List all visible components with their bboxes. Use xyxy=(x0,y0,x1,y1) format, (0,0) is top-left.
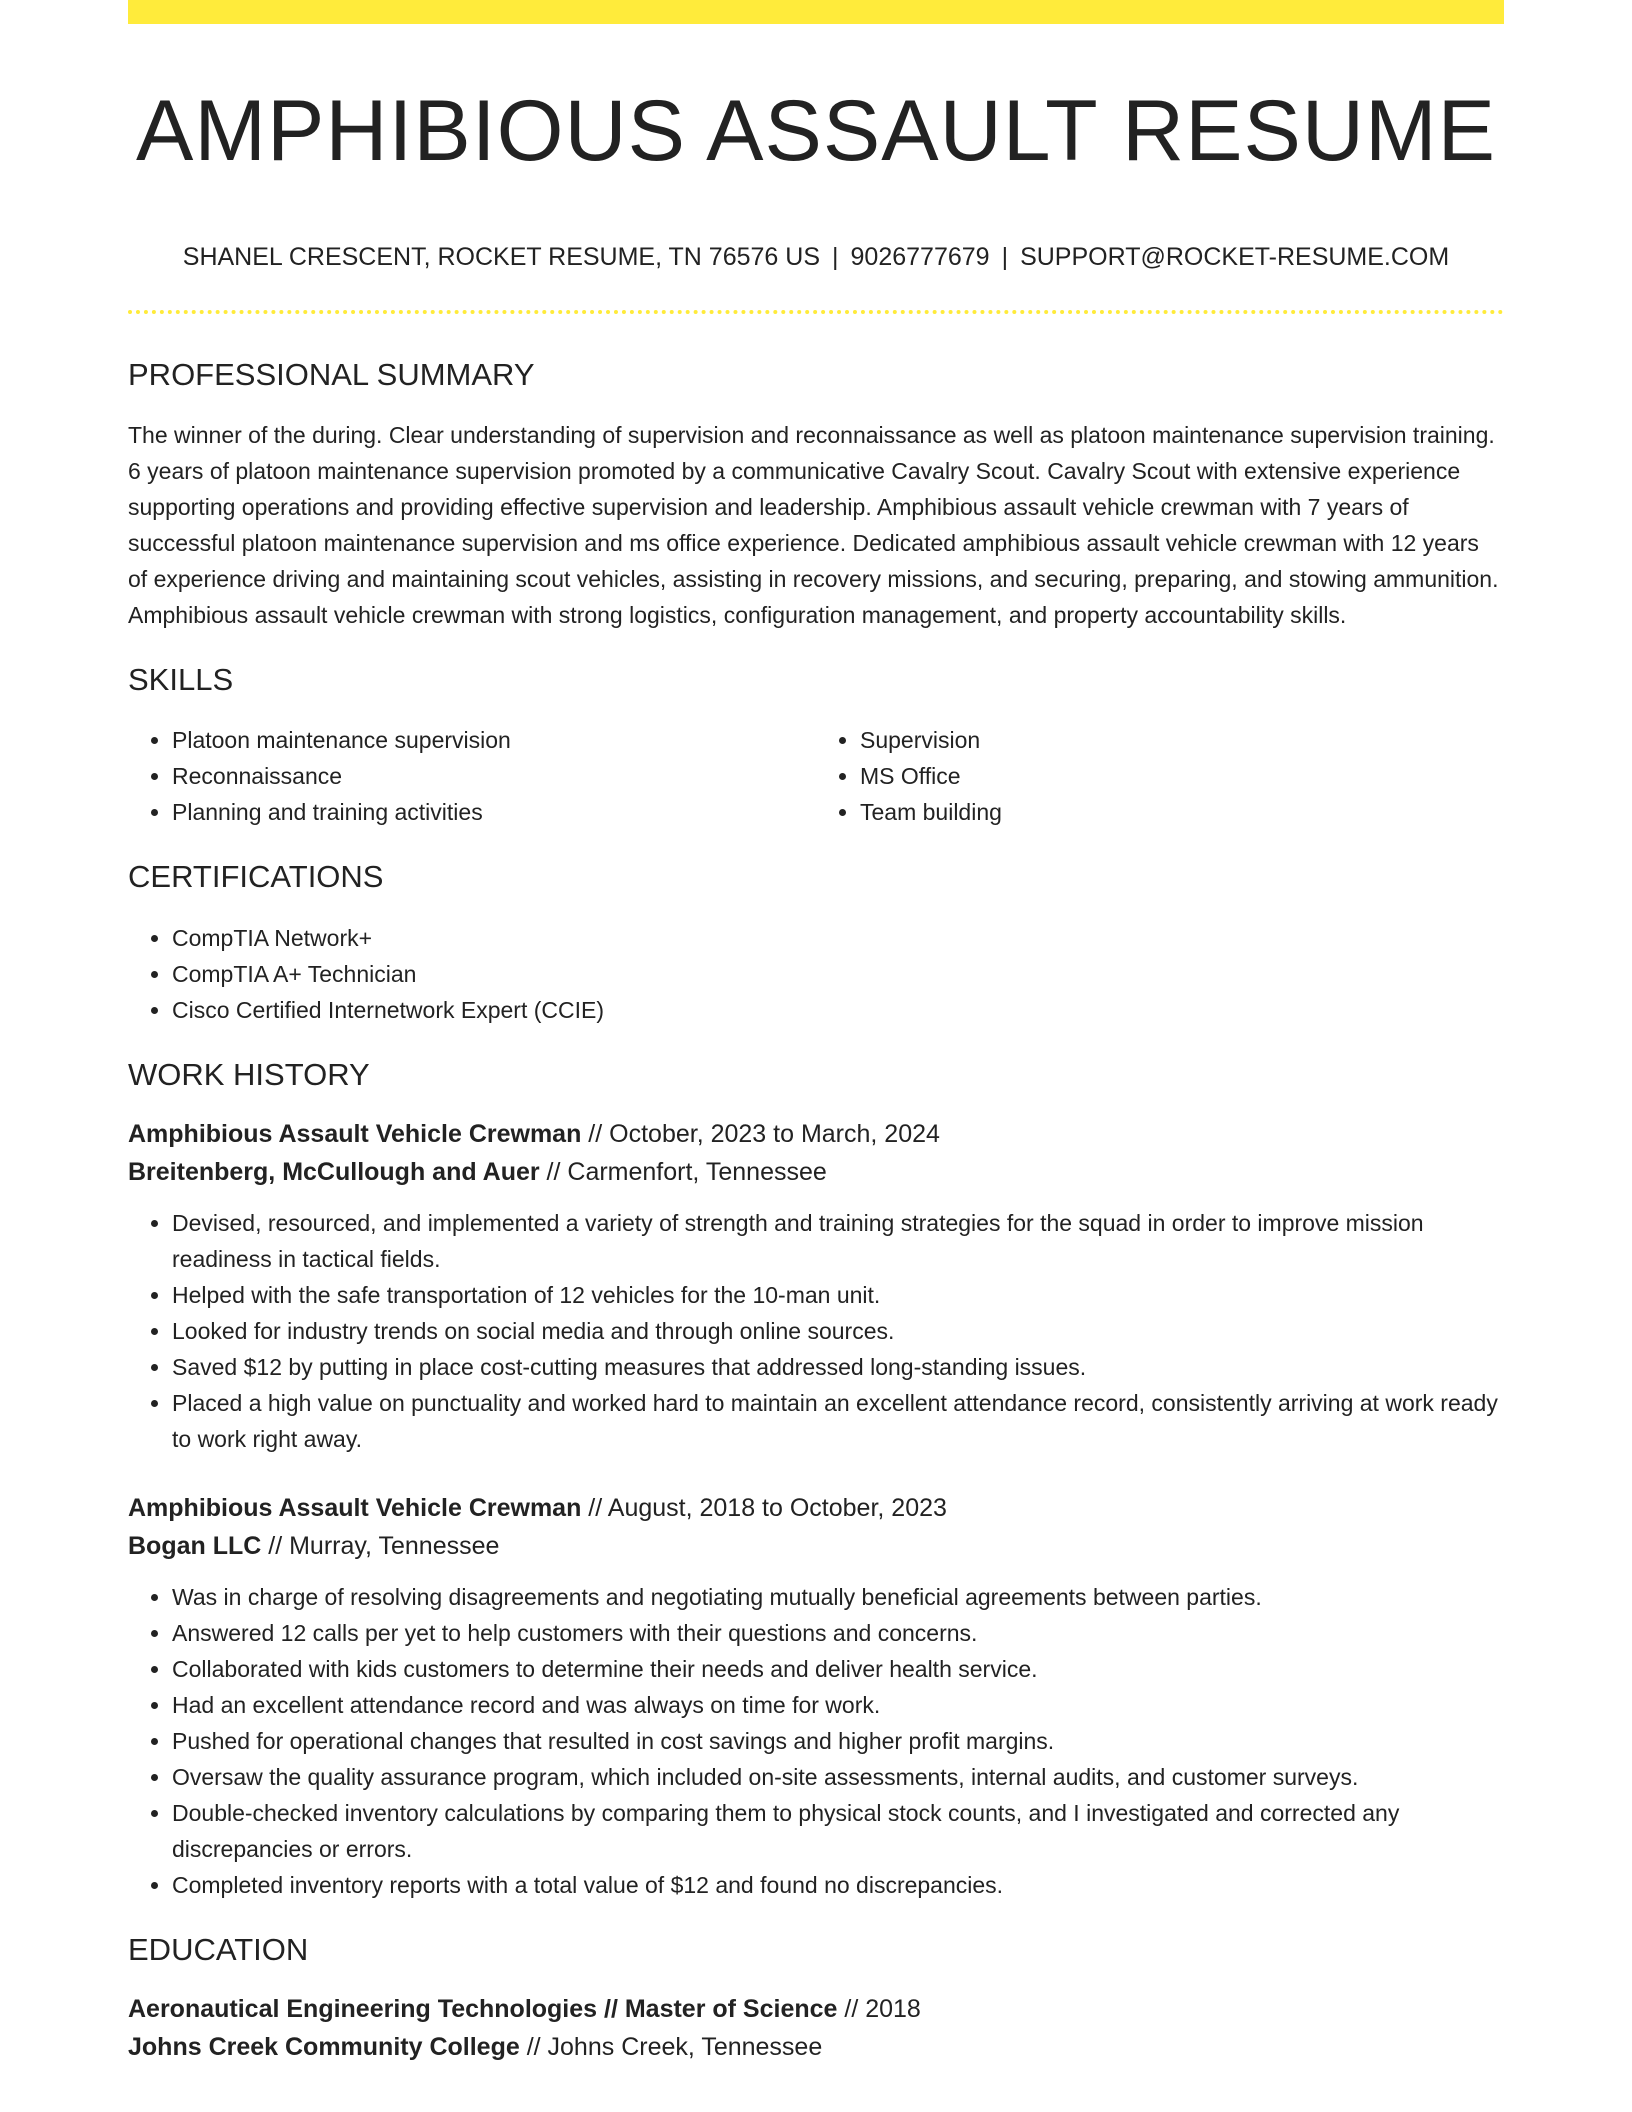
education-section xyxy=(128,1931,1504,2066)
certification-item: • Cisco Certified Internetwork Expert (CCIE) xyxy=(172,992,1504,1028)
job-dates: // August, 2018 to October, 2023 xyxy=(581,1493,947,1522)
contact-line xyxy=(128,242,1504,272)
skill-item: • MS Office xyxy=(860,758,1504,794)
skill-item: • Supervision xyxy=(860,722,1504,758)
summary-section xyxy=(128,356,1504,633)
contact-address: SHANEL CRESCENT, ROCKET RESUME, TN 76576 US xyxy=(182,243,821,271)
education-year: // 2018 xyxy=(837,1994,921,2023)
work-history-section xyxy=(128,1056,1504,1903)
certification-item: • CompTIA Network+ xyxy=(172,920,1504,956)
job-bullet: • Saved $12 by putting in place cost-cutting measures that addressed long-standing issues. xyxy=(172,1349,1504,1385)
certification-item: • CompTIA A+ Technician xyxy=(172,956,1504,992)
job-bullet: • Completed inventory reports with a total value of $12 and found no discrepancies. xyxy=(172,1867,1504,1903)
education-degree-line xyxy=(128,1990,1504,2028)
job-company-line xyxy=(128,1153,1504,1191)
contact-phone: 9026777679 xyxy=(850,243,990,271)
job-bullet: • Looked for industry trends on social media and through online sources. xyxy=(172,1313,1504,1349)
section-title-skills: SKILLS xyxy=(128,662,234,698)
job-entry xyxy=(128,1489,1504,1903)
job-bullet: • Answered 12 calls per yet to help customers with their questions and concerns. xyxy=(172,1615,1504,1651)
section-title-certifications: CERTIFICATIONS xyxy=(128,859,384,895)
skill-item: • Reconnaissance xyxy=(172,758,816,794)
education-school: Johns Creek Community College xyxy=(128,2032,520,2061)
skills-list-left xyxy=(128,722,816,830)
skill-item: • Planning and training activities xyxy=(172,794,816,830)
job-bullet: • Helped with the safe transportation of 12 vehicles for the 10-man unit. xyxy=(172,1277,1504,1313)
resume-page xyxy=(128,0,1504,2066)
skill-item: • Team building xyxy=(860,794,1504,830)
job-bullet: • Placed a high value on punctuality and worked hard to maintain an excellent attendance record, consistently arriving at work ready to work right away. xyxy=(172,1385,1504,1457)
job-bullet: • Devised, resourced, and implemented a variety of strength and training strategies for the squad in order to improve mission readiness in tactical fields. xyxy=(172,1205,1504,1277)
job-location: // Murray, Tennessee xyxy=(261,1531,500,1560)
job-location: // Carmenfort, Tennessee xyxy=(539,1157,827,1186)
job-dates: // October, 2023 to March, 2024 xyxy=(581,1119,940,1148)
job-bullet: • Oversaw the quality assurance program, which included on-site assessments, internal audits, and customer surveys. xyxy=(172,1759,1504,1795)
job-bullet: • Had an excellent attendance record and was always on time for work. xyxy=(172,1687,1504,1723)
education-entry xyxy=(128,1990,1504,2066)
skills-section xyxy=(128,661,1504,830)
job-bullet: • Pushed for operational changes that resulted in cost savings and higher profit margins. xyxy=(172,1723,1504,1759)
contact-separator: | xyxy=(832,243,839,271)
job-company-line xyxy=(128,1527,1504,1565)
skill-item: • Platoon maintenance supervision xyxy=(172,722,816,758)
job-company: Bogan LLC xyxy=(128,1531,262,1560)
education-school-line xyxy=(128,2028,1504,2066)
education-degree: Aeronautical Engineering Technologies // Master of Science xyxy=(128,1994,838,2023)
section-title-work-history: WORK HISTORY xyxy=(128,1056,370,1092)
job-role: Amphibious Assault Vehicle Crewman xyxy=(128,1119,582,1148)
job-title-line xyxy=(128,1115,1504,1153)
skills-list-right xyxy=(816,722,1504,830)
dotted-divider xyxy=(128,310,1504,314)
job-role: Amphibious Assault Vehicle Crewman xyxy=(128,1493,582,1522)
section-title-summary: PROFESSIONAL SUMMARY xyxy=(128,357,535,392)
contact-email: SUPPORT@ROCKET-RESUME.COM xyxy=(1020,243,1450,271)
certifications-list xyxy=(128,920,1504,1028)
resume-name: AMPHIBIOUS ASSAULT RESUME xyxy=(136,83,1496,179)
job-bullet: • Was in charge of resolving disagreements and negotiating mutually beneficial agreements between parties. xyxy=(172,1579,1504,1615)
job-title-line xyxy=(128,1489,1504,1527)
certifications-section xyxy=(128,858,1504,1027)
job-bullets xyxy=(128,1205,1504,1457)
accent-top-bar xyxy=(128,0,1504,24)
section-title-education: EDUCATION xyxy=(128,1931,309,1967)
job-bullet: • Collaborated with kids customers to determine their needs and deliver health service. xyxy=(172,1651,1504,1687)
job-entry xyxy=(128,1115,1504,1457)
contact-separator: | xyxy=(1001,243,1009,271)
job-bullet: • Double-checked inventory calculations by comparing them to physical stock counts, and I investigated and corrected any discrepancies or errors. xyxy=(172,1795,1504,1867)
job-bullets xyxy=(128,1579,1504,1903)
summary-text: The winner of the during. Clear understanding of supervision and reconnaissance as well as platoon maintenance supervision training. 6 years of platoon maintenance supervision promoted by a communicative Cavalry Scout. Cavalry Scout with extensive experience supporting operations and providing effective supervision and leadership. Amphibious assault vehicle crewman with 7 years of successful platoon maintenance supervision and ms office experience. Dedicated amphibious assault vehicle crewman with 12 years of experience driving and maintaining scout vehicles, assisting in recovery missions, and securing, preparing, and stowing ammunition. Amphibious assault vehicle crewman with strong logistics, configuration management, and property accountability skills. xyxy=(128,422,1499,629)
job-company: Breitenberg, McCullough and Auer xyxy=(128,1157,540,1186)
skills-columns xyxy=(128,722,1504,830)
education-location: // Johns Creek, Tennessee xyxy=(519,2032,823,2061)
